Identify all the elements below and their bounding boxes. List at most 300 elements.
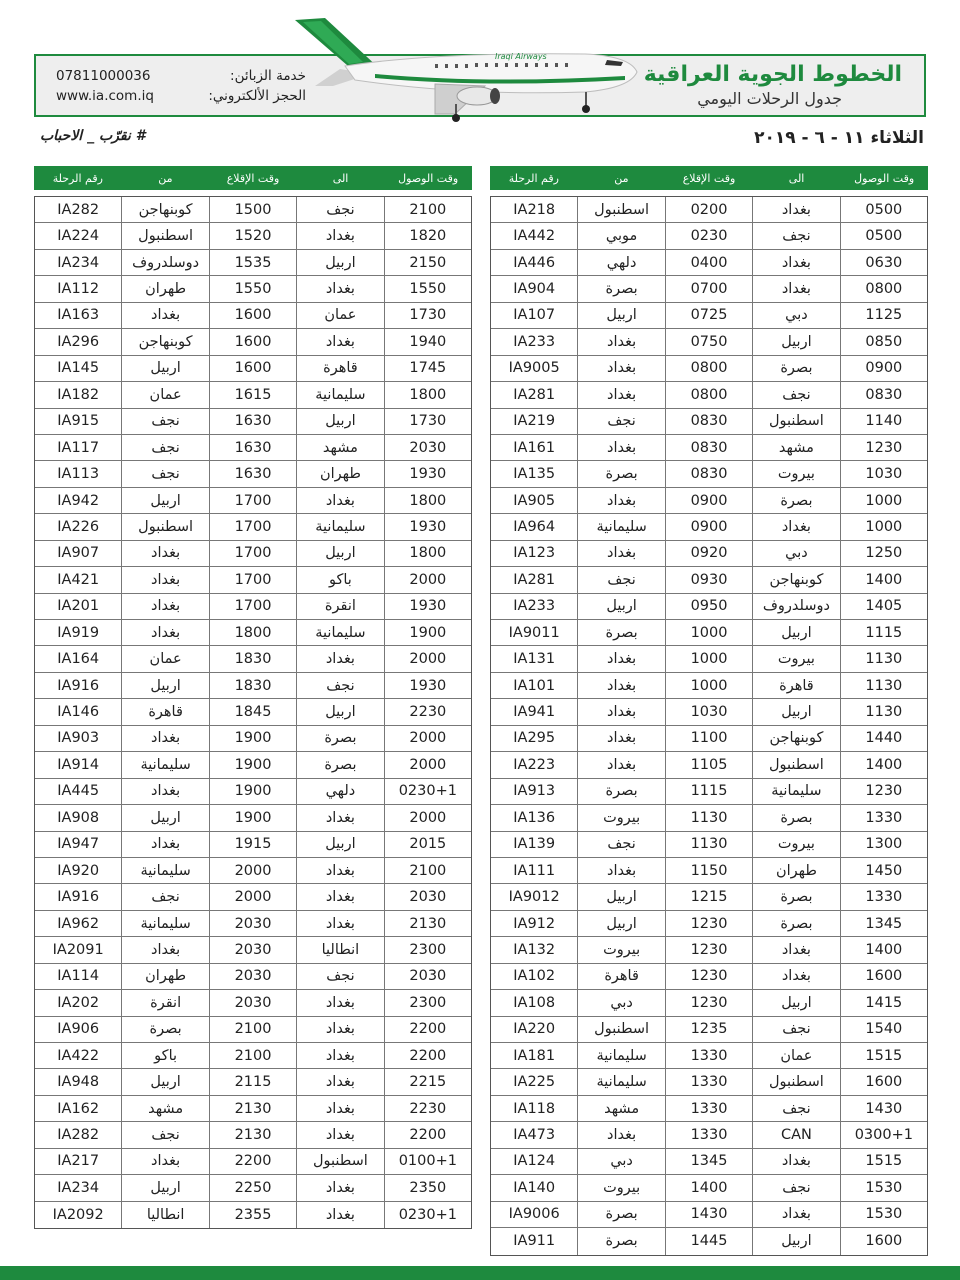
- cell-from: سليمانية: [577, 1043, 664, 1068]
- cell-arr: 2350: [384, 1175, 471, 1200]
- cell-to: بصرة: [752, 356, 839, 381]
- cell-dep: 1215: [665, 884, 752, 909]
- cell-arr: 2300: [384, 990, 471, 1015]
- cell-from: بغداد: [577, 726, 664, 751]
- cell-dep: 2250: [209, 1175, 296, 1200]
- cell-dep: 1345: [665, 1149, 752, 1174]
- cell-to: بغداد: [752, 964, 839, 989]
- cell-dep: 2000: [209, 884, 296, 909]
- cell-dep: 0830: [665, 461, 752, 486]
- cell-from: اربيل: [577, 303, 664, 328]
- cell-arr: 1800: [384, 488, 471, 513]
- cell-flight: IA296: [57, 333, 100, 350]
- cell-from: دبي: [577, 1149, 664, 1174]
- footer-bar: [0, 1266, 960, 1280]
- cell-flight: IA163: [57, 307, 100, 324]
- col-flight: رقم الرحلة: [52, 171, 103, 185]
- cell-arr: 0630: [840, 250, 927, 275]
- cell-flight: IA111: [513, 862, 556, 879]
- cell-arr: 2015: [384, 832, 471, 857]
- cell-arr: 1515: [840, 1149, 927, 1174]
- table-row: [491, 884, 927, 910]
- cell-arr: 1800: [384, 382, 471, 407]
- cell-to: اربيل: [296, 699, 383, 724]
- cell-flight: IA914: [57, 756, 100, 773]
- cell-to: اربيل: [752, 329, 839, 354]
- table-row: [35, 223, 471, 249]
- cell-arr: 1330: [840, 884, 927, 909]
- table-row: [35, 197, 471, 223]
- cell-from: اربيل: [121, 1175, 208, 1200]
- cell-to: نجف: [752, 1096, 839, 1121]
- cell-from: دوسلدروف: [121, 250, 208, 275]
- cell-from: نجف: [121, 1122, 208, 1147]
- cell-flight: IA908: [57, 809, 100, 826]
- cell-dep: 1500: [209, 197, 296, 222]
- cell-flight: IA907: [57, 545, 100, 562]
- cell-to: بغداد: [296, 1043, 383, 1068]
- cell-dep: 1900: [209, 752, 296, 777]
- table-row: [491, 673, 927, 699]
- table-row: [35, 699, 471, 725]
- cell-flight: IA920: [57, 862, 100, 879]
- cell-from: سليمانية: [121, 752, 208, 777]
- cell-dep: 1445: [665, 1228, 752, 1254]
- airplane-image: [285, 14, 645, 126]
- cell-dep: 1615: [209, 382, 296, 407]
- cell-to: نجف: [296, 964, 383, 989]
- cell-dep: 1130: [665, 832, 752, 857]
- cell-dep: 0830: [665, 435, 752, 460]
- cell-to: بغداد: [296, 646, 383, 671]
- cell-dep: 2200: [209, 1149, 296, 1174]
- cell-to: اربيل: [752, 699, 839, 724]
- cell-to: اربيل: [296, 250, 383, 275]
- table-row: [491, 646, 927, 672]
- cell-dep: 1600: [209, 303, 296, 328]
- cell-flight: IA913: [513, 783, 556, 800]
- cell-to: نجف: [752, 1175, 839, 1200]
- col-dep: وقت الإقلاع: [682, 171, 736, 185]
- table-row: [491, 329, 927, 355]
- cell-to: بغداد: [296, 1175, 383, 1200]
- cell-to: بيروت: [752, 646, 839, 671]
- hashtag: # نقرّب _ الاحباب: [40, 128, 146, 144]
- cell-to: بغداد: [296, 1069, 383, 1094]
- cell-to: بغداد: [296, 911, 383, 936]
- cell-arr: 2200: [384, 1043, 471, 1068]
- booking-label: الحجز الألكتروني:: [208, 88, 306, 104]
- cell-flight: IA226: [57, 518, 100, 535]
- cell-flight: IA906: [57, 1021, 100, 1038]
- cell-from: سليمانية: [577, 1069, 664, 1094]
- customer-service-phone: 07811000036: [56, 68, 151, 84]
- cell-to: بغداد: [752, 250, 839, 275]
- table-row: [35, 964, 471, 990]
- table-row: [35, 1069, 471, 1095]
- cell-dep: 1830: [209, 673, 296, 698]
- cell-from: بغداد: [577, 329, 664, 354]
- cell-from: بصرة: [577, 779, 664, 804]
- cell-flight: IA113: [57, 466, 100, 483]
- cell-flight: IA9005: [508, 360, 560, 377]
- cell-dep: 1900: [209, 726, 296, 751]
- table-row: [491, 276, 927, 302]
- cell-flight: IA219: [513, 413, 556, 430]
- cell-flight: IA905: [513, 492, 556, 509]
- cell-from: بغداد: [577, 382, 664, 407]
- cell-to: اسطنبول: [752, 1069, 839, 1094]
- cell-from: بغداد: [121, 541, 208, 566]
- table-row: [491, 594, 927, 620]
- cell-dep: 1630: [209, 409, 296, 434]
- cell-dep: 1600: [209, 356, 296, 381]
- cell-to: بغداد: [752, 1202, 839, 1227]
- cell-arr: 0230+1: [384, 1202, 471, 1228]
- cell-from: اربيل: [121, 488, 208, 513]
- cell-dep: 1600: [209, 329, 296, 354]
- cell-arr: 2230: [384, 699, 471, 724]
- table-row: [35, 488, 471, 514]
- table-row: [491, 250, 927, 276]
- cell-dep: 1000: [665, 620, 752, 645]
- cell-from: بغداد: [577, 699, 664, 724]
- customer-service-label: خدمة الزبائن:: [230, 68, 306, 84]
- table-row: [35, 409, 471, 435]
- cell-flight: IA2092: [52, 1206, 104, 1223]
- cell-dep: 2100: [209, 1043, 296, 1068]
- cell-flight: IA233: [513, 598, 556, 615]
- cell-flight: IA233: [513, 333, 556, 350]
- col-arr: وقت الوصول: [398, 171, 459, 185]
- table-row: [491, 1149, 927, 1175]
- table-row: [35, 303, 471, 329]
- table-row: [35, 1043, 471, 1069]
- cell-arr: 1130: [840, 699, 927, 724]
- cell-to: بغداد: [296, 223, 383, 248]
- cell-to: بغداد: [296, 1122, 383, 1147]
- cell-from: بغداد: [121, 1149, 208, 1174]
- cell-flight: IA132: [513, 941, 556, 958]
- cell-dep: 0900: [665, 488, 752, 513]
- cell-dep: 2130: [209, 1096, 296, 1121]
- cell-from: بغداد: [577, 435, 664, 460]
- table-row: [35, 514, 471, 540]
- cell-to: سليمانية: [296, 620, 383, 645]
- cell-flight: IA164: [57, 651, 100, 668]
- cell-dep: 0900: [665, 514, 752, 539]
- cell-flight: IA421: [57, 571, 100, 588]
- cell-to: نجف: [296, 673, 383, 698]
- cell-to: بيروت: [752, 832, 839, 857]
- cell-dep: 2030: [209, 911, 296, 936]
- table-row: [491, 911, 927, 937]
- cell-from: اسطنبول: [121, 223, 208, 248]
- cell-to: بغداد: [296, 858, 383, 883]
- cell-arr: 2100: [384, 858, 471, 883]
- cell-flight: IA903: [57, 730, 100, 747]
- cell-dep: 0800: [665, 356, 752, 381]
- flights-table-evening: [34, 166, 472, 1229]
- cell-flight: IA9011: [508, 624, 560, 641]
- cell-dep: 0950: [665, 594, 752, 619]
- cell-to: نجف: [296, 197, 383, 222]
- cell-dep: 0230: [665, 223, 752, 248]
- cell-arr: 1415: [840, 990, 927, 1015]
- cell-flight: IA281: [513, 571, 556, 588]
- table-row: [491, 1017, 927, 1043]
- cell-to: كوبنهاجن: [752, 567, 839, 592]
- cell-to: بغداد: [752, 1149, 839, 1174]
- table-row: [35, 884, 471, 910]
- cell-dep: 1830: [209, 646, 296, 671]
- cell-to: بصرة: [752, 805, 839, 830]
- cell-flight: IA9006: [508, 1206, 560, 1223]
- cell-from: سليمانية: [121, 858, 208, 883]
- brand-title: الخطوط الجوية العراقية: [643, 62, 902, 87]
- cell-arr: 2300: [384, 937, 471, 962]
- table-row: [35, 1017, 471, 1043]
- table-row: [35, 937, 471, 963]
- table-row: [35, 356, 471, 382]
- cell-dep: 2000: [209, 858, 296, 883]
- cell-to: انقرة: [296, 594, 383, 619]
- cell-flight: IA281: [513, 386, 556, 403]
- cell-dep: 1230: [665, 990, 752, 1015]
- cell-arr: 1130: [840, 646, 927, 671]
- table-body: [490, 196, 928, 1256]
- cell-to: عمان: [752, 1043, 839, 1068]
- cell-from: نجف: [577, 567, 664, 592]
- cell-dep: 1150: [665, 858, 752, 883]
- cell-arr: 1930: [384, 594, 471, 619]
- cell-to: اربيل: [752, 620, 839, 645]
- cell-dep: 2030: [209, 937, 296, 962]
- cell-dep: 1000: [665, 673, 752, 698]
- cell-to: بصرة: [752, 488, 839, 513]
- booking-url[interactable]: www.ia.com.iq: [56, 88, 154, 104]
- cell-to: عمان: [296, 303, 383, 328]
- cell-arr: 2000: [384, 752, 471, 777]
- cell-to: دبي: [752, 303, 839, 328]
- cell-flight: IA201: [57, 598, 100, 615]
- cell-dep: 2030: [209, 964, 296, 989]
- cell-flight: IA218: [513, 201, 556, 218]
- cell-to: كوبنهاجن: [752, 726, 839, 751]
- cell-flight: IA282: [57, 1127, 100, 1144]
- cell-flight: IA123: [513, 545, 556, 562]
- cell-dep: 1430: [665, 1202, 752, 1227]
- cell-flight: IA140: [513, 1179, 556, 1196]
- cell-to: طهران: [296, 461, 383, 486]
- cell-arr: 1515: [840, 1043, 927, 1068]
- cell-from: بصرة: [577, 1202, 664, 1227]
- cell-to: بغداد: [752, 276, 839, 301]
- cell-to: قاهرة: [296, 356, 383, 381]
- cell-from: بغداد: [121, 779, 208, 804]
- cell-flight: IA161: [513, 439, 556, 456]
- contact-info: [56, 66, 306, 106]
- cell-to: دلهي: [296, 779, 383, 804]
- cell-flight: IA964: [513, 518, 556, 535]
- cell-to: اربيل: [752, 1228, 839, 1254]
- table-row: [35, 911, 471, 937]
- cell-flight: IA962: [57, 915, 100, 932]
- table-row: [491, 1043, 927, 1069]
- schedule-date: الثلاثاء ١١ - ٦ - ٢٠١٩: [754, 128, 924, 148]
- table-row: [35, 1175, 471, 1201]
- cell-flight: IA941: [513, 704, 556, 721]
- cell-dep: 1115: [665, 779, 752, 804]
- table-row: [35, 250, 471, 276]
- table-row: [491, 197, 927, 223]
- cell-arr: 0230+1: [384, 779, 471, 804]
- table-row: [491, 699, 927, 725]
- table-row: [491, 488, 927, 514]
- cell-arr: 1140: [840, 409, 927, 434]
- cell-from: سليمانية: [121, 911, 208, 936]
- cell-dep: 0700: [665, 276, 752, 301]
- table-row: [491, 805, 927, 831]
- col-to: الى: [788, 171, 805, 185]
- cell-to: سليمانية: [296, 382, 383, 407]
- cell-from: بغداد: [121, 303, 208, 328]
- cell-flight: IA217: [57, 1153, 100, 1170]
- cell-arr: 1820: [384, 223, 471, 248]
- cell-from: بغداد: [577, 541, 664, 566]
- table-header: [490, 166, 928, 190]
- cell-to: اسطنبول: [296, 1149, 383, 1174]
- cell-to: بغداد: [296, 990, 383, 1015]
- cell-from: سليمانية: [577, 514, 664, 539]
- cell-flight: IA916: [57, 889, 100, 906]
- cell-to: اربيل: [752, 990, 839, 1015]
- cell-from: بغداد: [121, 832, 208, 857]
- cell-from: بغداد: [577, 1122, 664, 1147]
- cell-to: بغداد: [752, 937, 839, 962]
- cell-dep: 1330: [665, 1043, 752, 1068]
- table-row: [35, 435, 471, 461]
- cell-from: نجف: [577, 832, 664, 857]
- cell-to: اسطنبول: [752, 752, 839, 777]
- table-row: [35, 594, 471, 620]
- cell-dep: 1105: [665, 752, 752, 777]
- cell-from: بغداد: [577, 488, 664, 513]
- cell-to: سليمانية: [296, 514, 383, 539]
- cell-flight: IA107: [513, 307, 556, 324]
- cell-from: بغداد: [577, 673, 664, 698]
- cell-to: نجف: [752, 1017, 839, 1042]
- cell-arr: 0830: [840, 382, 927, 407]
- cell-dep: 1330: [665, 1069, 752, 1094]
- cell-dep: 1630: [209, 435, 296, 460]
- cell-flight: IA101: [513, 677, 556, 694]
- cell-from: بغداد: [577, 646, 664, 671]
- cell-dep: 1700: [209, 514, 296, 539]
- cell-from: كوبنهاجن: [121, 329, 208, 354]
- cell-arr: 1405: [840, 594, 927, 619]
- table-row: [35, 858, 471, 884]
- cell-flight: IA295: [513, 730, 556, 747]
- cell-from: مشهد: [577, 1096, 664, 1121]
- cell-flight: IA915: [57, 413, 100, 430]
- cell-flight: IA223: [513, 756, 556, 773]
- cell-to: بغداد: [296, 1096, 383, 1121]
- cell-flight: IA131: [513, 651, 556, 668]
- cell-arr: 1930: [384, 461, 471, 486]
- cell-from: نجف: [121, 409, 208, 434]
- cell-to: بغداد: [296, 1017, 383, 1042]
- cell-flight: IA916: [57, 677, 100, 694]
- cell-arr: 2030: [384, 884, 471, 909]
- cell-arr: 1330: [840, 805, 927, 830]
- cell-flight: IA445: [57, 783, 100, 800]
- cell-flight: IA118: [513, 1100, 556, 1117]
- cell-from: اربيل: [577, 594, 664, 619]
- cell-flight: IA473: [513, 1127, 556, 1144]
- cell-dep: 1900: [209, 805, 296, 830]
- cell-from: اسطنبول: [577, 1017, 664, 1042]
- cell-arr: 2100: [384, 197, 471, 222]
- cell-to: اربيل: [296, 409, 383, 434]
- table-row: [491, 858, 927, 884]
- col-dep: وقت الإقلاع: [226, 171, 280, 185]
- cell-from: بغداد: [577, 752, 664, 777]
- cell-arr: 1540: [840, 1017, 927, 1042]
- col-from: من: [614, 171, 629, 185]
- cell-dep: 1000: [665, 646, 752, 671]
- cell-arr: 1900: [384, 620, 471, 645]
- table-row: [491, 1228, 927, 1254]
- cell-dep: 1230: [665, 937, 752, 962]
- cell-flight: IA108: [513, 994, 556, 1011]
- cell-arr: 2000: [384, 726, 471, 751]
- cell-from: باكو: [121, 1043, 208, 1068]
- cell-arr: 2200: [384, 1122, 471, 1147]
- cell-dep: 0800: [665, 382, 752, 407]
- cell-from: بصرة: [577, 1228, 664, 1254]
- cell-dep: 1400: [665, 1175, 752, 1200]
- cell-dep: 1845: [209, 699, 296, 724]
- cell-arr: 1115: [840, 620, 927, 645]
- cell-flight: IA202: [57, 994, 100, 1011]
- cell-arr: 1345: [840, 911, 927, 936]
- cell-dep: 2130: [209, 1122, 296, 1147]
- cell-from: بصرة: [121, 1017, 208, 1042]
- cell-dep: 2115: [209, 1069, 296, 1094]
- cell-arr: 1400: [840, 937, 927, 962]
- cell-flight: IA904: [513, 281, 556, 298]
- cell-dep: 1630: [209, 461, 296, 486]
- page-title: جدول الرحلات اليومي: [697, 89, 842, 108]
- table-row: [491, 1069, 927, 1095]
- cell-to: اربيل: [296, 541, 383, 566]
- cell-from: اربيل: [577, 911, 664, 936]
- cell-arr: 1550: [384, 276, 471, 301]
- cell-arr: 1125: [840, 303, 927, 328]
- table-row: [491, 937, 927, 963]
- cell-arr: 1600: [840, 1228, 927, 1254]
- cell-from: بغداد: [121, 726, 208, 751]
- cell-flight: IA181: [513, 1047, 556, 1064]
- cell-from: قاهرة: [577, 964, 664, 989]
- cell-dep: 1520: [209, 223, 296, 248]
- table-row: [491, 541, 927, 567]
- cell-arr: 1230: [840, 435, 927, 460]
- cell-flight: IA136: [513, 809, 556, 826]
- cell-flight: IA442: [513, 228, 556, 245]
- cell-from: بغداد: [121, 620, 208, 645]
